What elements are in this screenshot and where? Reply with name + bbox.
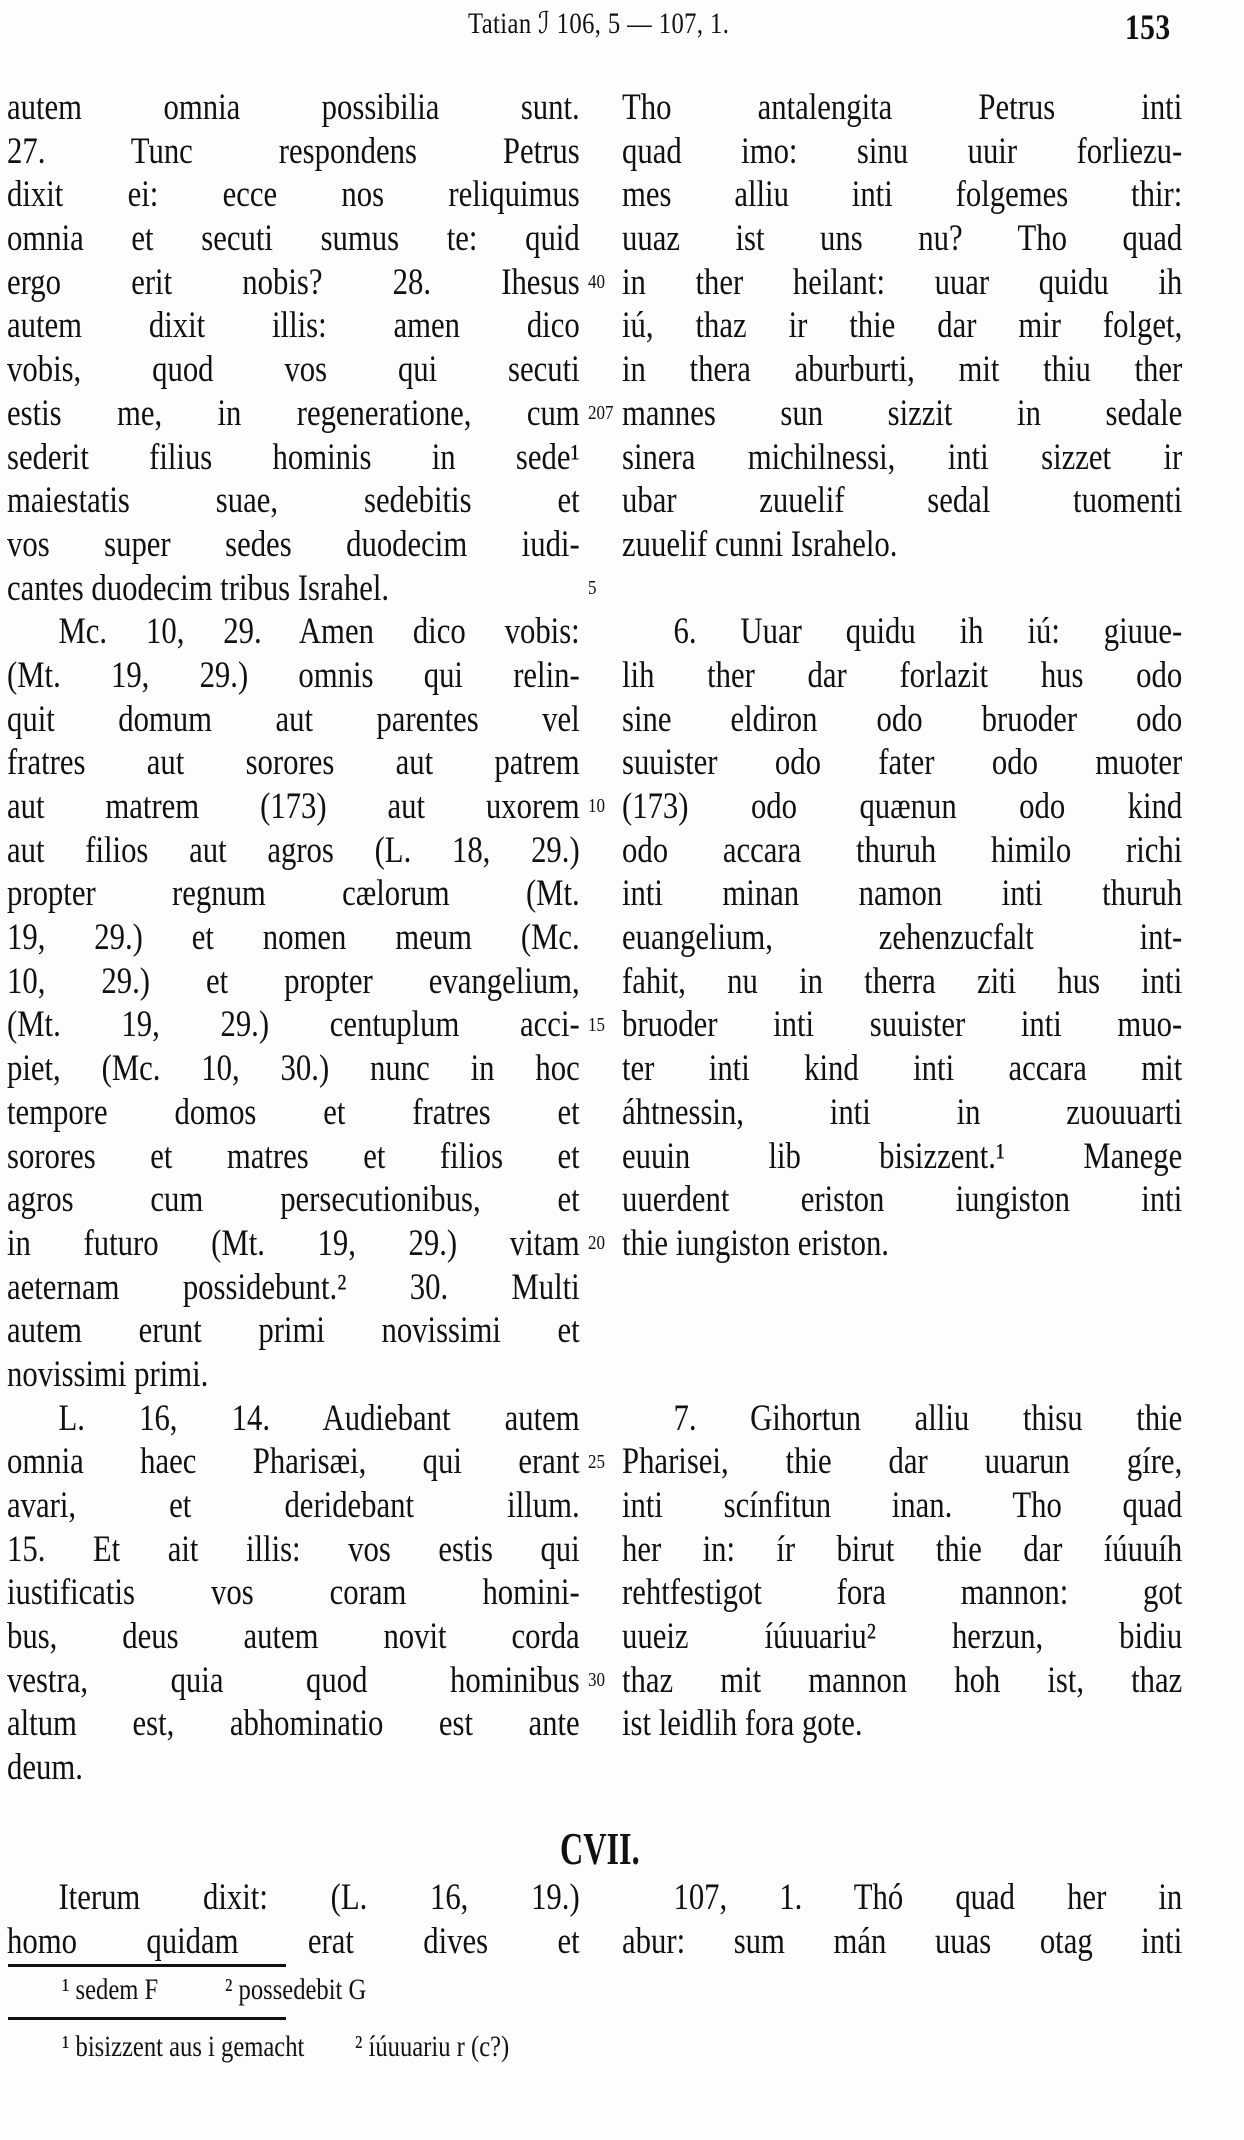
text-line: vestra, quia quod hominibus: [7, 1659, 580, 1701]
text-line: thie iungiston eriston.: [622, 1222, 890, 1264]
line-number: 5: [588, 577, 597, 599]
text-line: aeternam possidebunt.² 30. Multi: [7, 1266, 580, 1308]
text-line: omnia et secuti sumus te: quid: [7, 218, 580, 260]
line-number: 40: [588, 271, 605, 293]
running-title: Tatian ℐ 106, 5 — 107, 1.: [468, 7, 730, 40]
text-line: quit domum aut parentes vel: [7, 698, 580, 740]
text-line: 7. Gihortun alliu thisu thie: [673, 1397, 1183, 1439]
text-line: iustificatis vos coram homini-: [7, 1572, 580, 1614]
text-line: abur: sum mán uuas otag inti: [622, 1920, 1183, 1962]
old-high-german-column: [622, 86, 1182, 1746]
text-line: ter inti kind inti accara mit: [622, 1048, 1183, 1090]
text-line: propter regnum cælorum (Mt.: [7, 873, 580, 915]
text-line: maiestatis suae, sedebitis et: [7, 480, 580, 522]
text-line: thaz mit mannon hoh ist, thaz: [622, 1659, 1183, 1701]
text-line: autem dixit illis: amen dico: [7, 305, 580, 347]
latin-column: [7, 86, 580, 1790]
text-line: [622, 1309, 1182, 1353]
text-line: [622, 567, 1182, 611]
line-number: 207: [588, 402, 614, 424]
text-line: sorores et matres et filios et: [7, 1135, 580, 1177]
text-line: Iterum dixit: (L. 16, 19.): [58, 1877, 580, 1918]
text-line: inti minan namon inti thuruh: [622, 873, 1183, 915]
text-line: agros cum persecutionibus, et: [7, 1179, 580, 1221]
text-line: tempore domos et fratres et: [7, 1091, 580, 1133]
footnote: ² íúuuariu r (c?): [355, 2030, 510, 2063]
text-line: rehtfestigot fora mannon: got: [622, 1572, 1183, 1614]
text-line: iú, thaz ir thie dar mir folget,: [622, 305, 1183, 347]
text-line: bruoder inti suuister inti muo-: [622, 1004, 1183, 1046]
page-number: 153: [1125, 7, 1171, 47]
line-number: 10: [588, 795, 605, 817]
text-line: in thera aburburti, mit thiu ther: [622, 349, 1183, 391]
text-line: (Mt. 19, 29.) omnis qui relin-: [7, 654, 580, 696]
section-heading: CVII.: [560, 1823, 640, 1874]
text-line: L. 16, 14. Audiebant autem: [58, 1397, 580, 1439]
footnote-divider: [8, 1964, 286, 1967]
text-line: Pharisei, thie dar uuarun gíre,: [622, 1441, 1183, 1483]
text-line: uuerdent eriston iungiston inti: [622, 1179, 1183, 1221]
text-line: dixit ei: ecce nos reliquimus: [7, 174, 580, 216]
text-line: 10, 29.) et propter evangelium,: [7, 960, 580, 1002]
text-line: bus, deus autem novit corda: [7, 1616, 580, 1658]
text-line: ubar zuuelif sedal tuomenti: [622, 480, 1183, 522]
text-line: estis me, in regeneratione, cum: [7, 392, 580, 434]
line-number: 25: [588, 1451, 605, 1473]
text-line: sederit filius hominis in sede¹: [7, 436, 580, 478]
text-line: homo quidam erat dives et: [7, 1920, 580, 1962]
text-line: suuister odo fater odo muoter: [622, 742, 1183, 784]
text-line: vobis, quod vos qui secuti: [7, 349, 580, 391]
footnote: ¹ bisizzent aus i gemacht: [62, 2030, 305, 2063]
text-line: [622, 1353, 1182, 1397]
text-line: sine eldiron odo bruoder odo: [622, 698, 1183, 740]
text-line: 6. Uuar quidu ih iú: giuue-: [673, 611, 1183, 653]
text-line: autem omnia possibilia sunt.: [7, 87, 580, 128]
text-line: aut filios aut agros (L. 18, 29.): [7, 829, 580, 871]
text-line: (Mt. 19, 29.) centuplum acci-: [7, 1004, 580, 1046]
text-line: sinera michilnessi, inti sizzet ir: [622, 436, 1183, 478]
footnote: ² possedebit G: [225, 1973, 367, 2006]
text-line: novissimi primi.: [7, 1353, 209, 1395]
text-line: odo accara thuruh himilo richi: [622, 829, 1183, 871]
latin-column-cvii: [7, 1876, 580, 1963]
text-line: fratres aut sorores aut patrem: [7, 742, 580, 784]
text-line: in futuro (Mt. 19, 29.) vitam: [7, 1222, 580, 1264]
text-line: quad imo: sinu uuir forliezu-: [622, 130, 1183, 172]
text-line: altum est, abhominatio est ante: [7, 1703, 580, 1745]
text-line: Mc. 10, 29. Amen dico vobis:: [58, 611, 580, 653]
text-line: autem erunt primi novissimi et: [7, 1310, 580, 1352]
text-line: inti scínfitun inan. Tho quad: [622, 1485, 1183, 1526]
text-line: 27. Tunc respondens Petrus: [7, 130, 580, 172]
text-line: 19, 29.) et nomen meum (Mc.: [7, 917, 580, 959]
text-line: ist leidlih fora gote.: [622, 1703, 863, 1745]
text-line: Tho antalengita Petrus inti: [622, 87, 1183, 128]
text-line: mannes sun sizzit in sedale: [622, 392, 1183, 434]
text-line: piet, (Mc. 10, 30.) nunc in hoc: [7, 1048, 580, 1090]
text-line: 107, 1. Thó quad her in: [673, 1877, 1183, 1918]
text-line: áhtnessin, inti in zuouuarti: [622, 1091, 1183, 1133]
footnote: ¹ sedem F: [62, 1973, 159, 2006]
text-line: uueiz íúuuariu² herzun, bidiu: [622, 1616, 1183, 1658]
text-line: lih ther dar forlazit hus odo: [622, 654, 1183, 696]
text-line: in ther heilant: uuar quidu ih: [622, 261, 1183, 303]
text-line: uuaz ist uns nu? Tho quad: [622, 218, 1183, 260]
text-line: euangelium, zehenzucfalt int-: [622, 917, 1183, 959]
text-line: mes alliu inti folgemes thir:: [622, 174, 1183, 216]
line-number: 20: [588, 1232, 605, 1254]
text-line: cantes duodecim tribus Israhel.: [7, 567, 390, 609]
text-line: vos super sedes duodecim iudi-: [7, 523, 580, 565]
text-line: ergo erit nobis? 28. Ihesus: [7, 261, 580, 303]
footnote-divider: [8, 2017, 286, 2020]
text-line: avari, et deridebant illum.: [7, 1485, 580, 1526]
line-number: 30: [588, 1669, 605, 1691]
text-line: aut matrem (173) aut uxorem: [7, 786, 580, 827]
text-line: deum.: [7, 1747, 83, 1789]
text-line: her in: ír birut thie dar íúuuíh: [622, 1528, 1183, 1570]
text-line: [622, 1266, 1182, 1310]
line-number: 15: [588, 1014, 605, 1036]
text-line: omnia haec Pharisæi, qui erant: [7, 1441, 580, 1483]
ohg-column-cvii: [622, 1876, 1182, 1963]
text-line: 15. Et ait illis: vos estis qui: [7, 1528, 580, 1570]
text-line: (173) odo quænun odo kind: [622, 786, 1183, 827]
text-line: fahit, nu in therra ziti hus inti: [622, 960, 1183, 1002]
text-line: zuuelif cunni Israhelo.: [622, 523, 898, 565]
text-line: euuin lib bisizzent.¹ Manege: [622, 1135, 1183, 1177]
